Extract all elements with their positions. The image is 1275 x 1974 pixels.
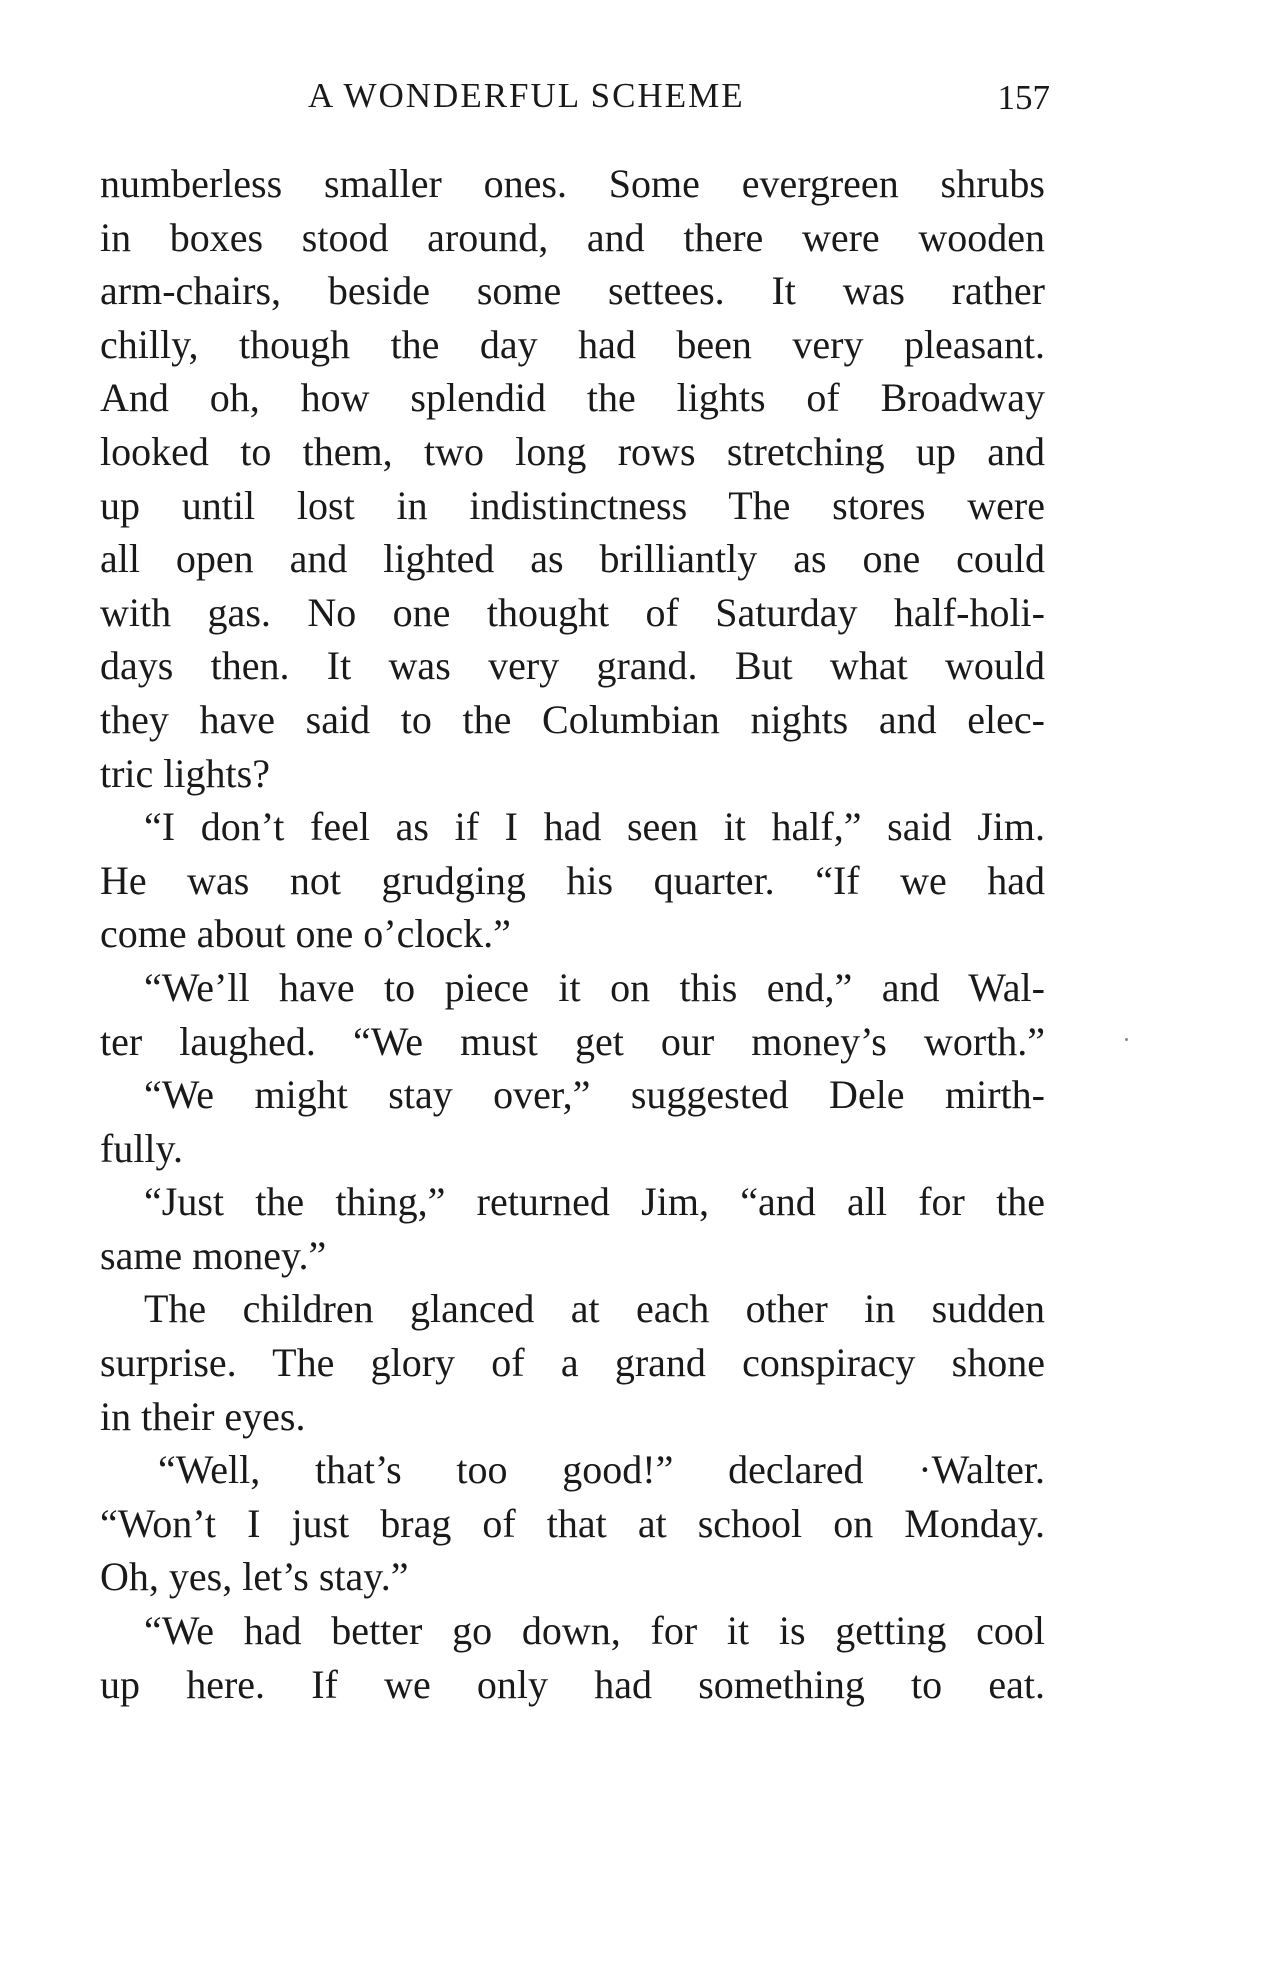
text-line: same money.” — [100, 1232, 327, 1278]
text-line: fully. — [100, 1125, 183, 1171]
text-line: And oh, how splendid the lights of Broadway — [100, 375, 1045, 421]
text-line: tric lights? — [100, 750, 270, 796]
text-line: He was not grudging his quarter. “If we had — [100, 857, 1045, 903]
text-line: “I don’t feel as if I had seen it half,” said Jim. — [144, 804, 1045, 850]
text-line: up until lost in indistinctness The stores were — [100, 482, 1045, 528]
text-line: “Well, that’s too good!” declared ·Walter. — [158, 1447, 1045, 1493]
text-line: looked to them, two long rows stretching up and — [100, 428, 1045, 474]
text-line: days then. It was very grand. But what would — [100, 643, 1045, 689]
text-line: numberless smaller ones. Some evergreen shrubs — [100, 161, 1045, 206]
page-number: 157 — [997, 78, 1050, 117]
text-line: “Won’t I just brag of that at school on Monday. — [100, 1500, 1045, 1546]
text-line: arm-chairs, beside some settees. It was rather — [100, 268, 1045, 314]
stray-ink-dot — [1125, 1038, 1128, 1041]
text-line: with gas. No one thought of Saturday half-holi- — [100, 589, 1045, 635]
text-line: in boxes stood around, and there were wooden — [100, 214, 1045, 260]
text-line: surprise. The glory of a grand conspiracy shone — [100, 1340, 1045, 1386]
text-line: “We’ll have to piece it on this end,” and Wal- — [144, 964, 1045, 1010]
text-line: ter laughed. “We must get our money’s worth.” — [100, 1018, 1045, 1064]
body-text — [100, 157, 1045, 1711]
text-line: all open and lighted as brilliantly as one could — [100, 536, 1045, 582]
text-line: “We might stay over,” suggested Dele mirth- — [144, 1072, 1045, 1118]
text-line: they have said to the Columbian nights and elec- — [100, 696, 1045, 742]
running-head — [100, 76, 1050, 126]
text-line: Oh, yes, let’s stay.” — [100, 1554, 409, 1600]
text-line: “We had better go down, for it is getting cool — [144, 1608, 1045, 1654]
text-line: The children glanced at each other in sudden — [144, 1286, 1045, 1332]
running-title: A WONDERFUL SCHEME — [308, 76, 745, 115]
text-line: come about one o’clock.” — [100, 911, 511, 957]
text-line: “Just the thing,” returned Jim, “and all for the — [144, 1179, 1045, 1225]
text-line: chilly, though the day had been very pleasant. — [100, 321, 1045, 367]
text-line: in their eyes. — [100, 1393, 306, 1439]
text-line: up here. If we only had something to eat. — [100, 1661, 1045, 1707]
